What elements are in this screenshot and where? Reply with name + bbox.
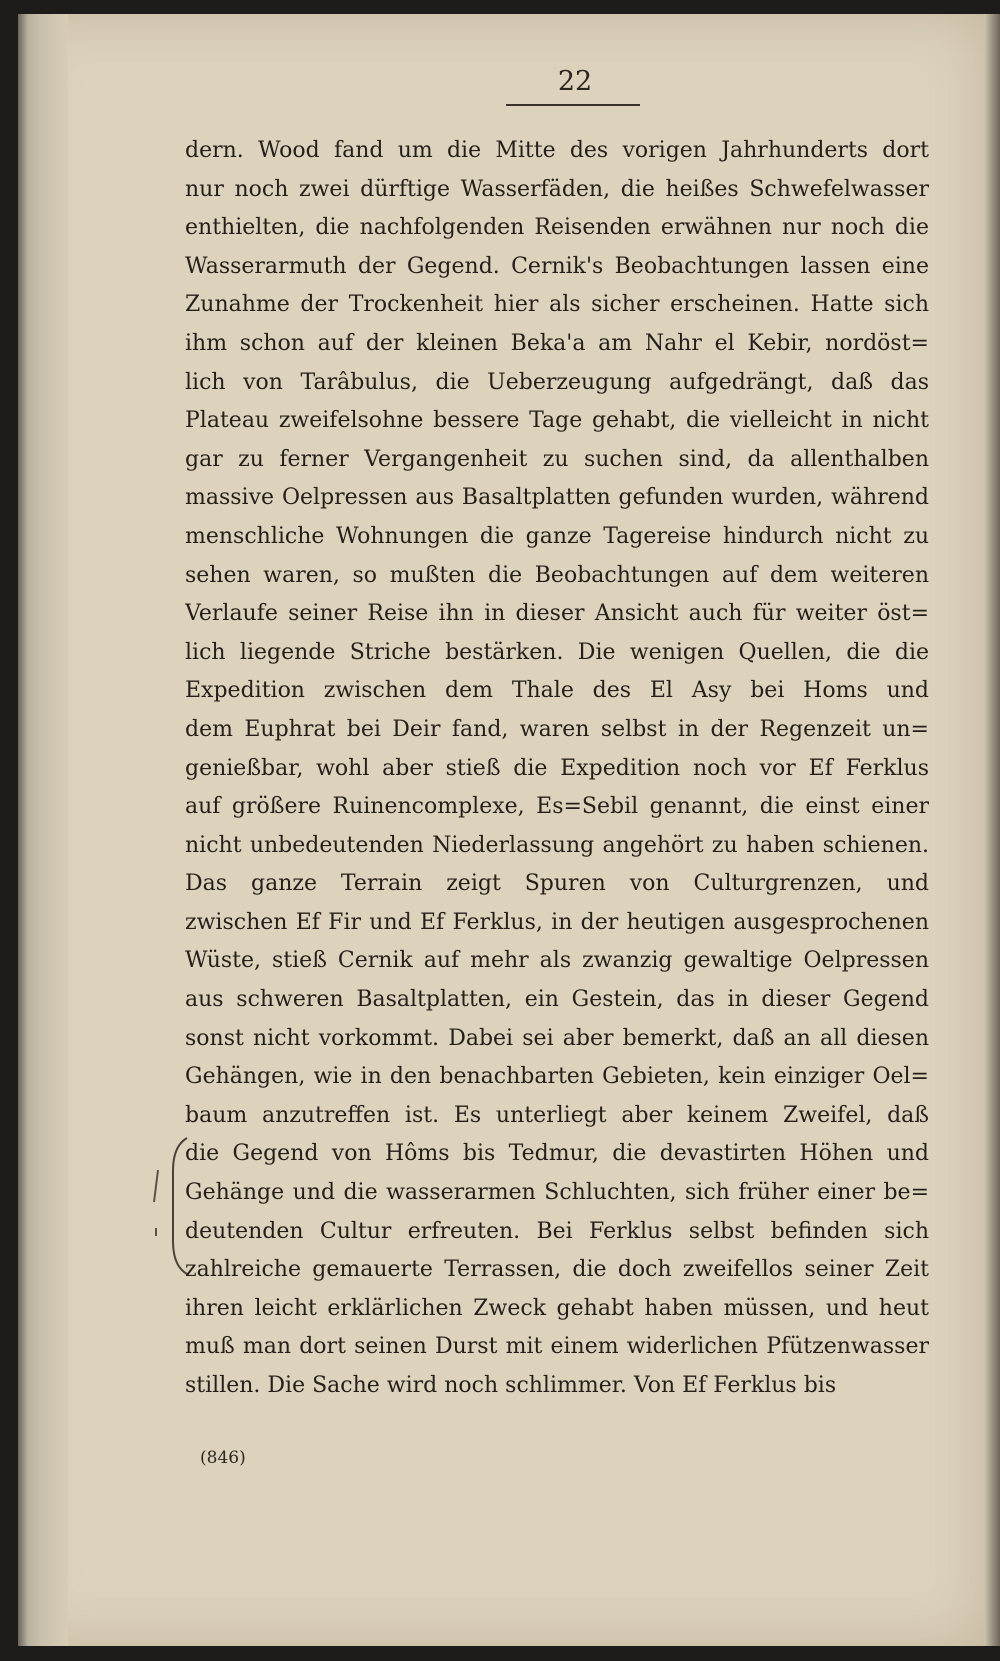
text-line: Wüste, stieß Cernik auf mehr als zwanzig gewaltige Oelpressen <box>185 948 929 974</box>
text-line: sonst nicht vorkommt. Dabei sei aber bemerkt, daß an all diesen <box>185 1025 929 1051</box>
text-line: menschliche Wohnungen die ganze Tagereise hindurch nicht zu <box>185 523 929 549</box>
text-line: Gehängen, wie in den benachbarten Gebieten, kein einziger Oel= <box>185 1064 929 1090</box>
page-number-rule <box>506 104 640 106</box>
text-line: auf größere Ruinencomplexe, Es=Sebil genannt, die einst einer <box>185 794 929 820</box>
binding-gutter <box>18 14 68 1646</box>
text-line: zwischen Ef Fir und Ef Ferklus, in der heutigen ausgesprochenen <box>185 909 929 935</box>
page-number: 22 <box>557 66 593 97</box>
text-line: baum anzutreffen ist. Es unterliegt aber keinem Zweifel, daß <box>185 1102 929 1128</box>
text-line: nur noch zwei dürftige Wasserfäden, die heißes Schwefelwasser <box>185 176 929 202</box>
page-edge <box>984 14 1000 1646</box>
text-line: Gehänge und die wasserarmen Schluchten, sich früher einer be= <box>185 1180 929 1206</box>
text-line: stillen. Die Sache wird noch schlimmer. Von Ef Ferklus bis <box>185 1373 837 1398</box>
text-line: gar zu ferner Vergangenheit zu suchen sind, da allenthalben <box>185 446 929 472</box>
text-line: muß man dort seinen Durst mit einem widerlichen Pfützenwasser <box>185 1334 929 1360</box>
text-line: lich liegende Striche bestärken. Die wenigen Quellen, die die <box>185 639 929 665</box>
text-line: enthielten, die nachfolgenden Reisenden erwähnen nur noch die <box>185 215 929 241</box>
text-line: Plateau zweifelsohne bessere Tage gehabt, die vielleicht in nicht <box>185 408 929 434</box>
text-line: massive Oelpressen aus Basaltplatten gefunden wurden, während <box>185 485 929 511</box>
margin-bracket-icon <box>165 1136 195 1276</box>
text-line: lich von Tarâbulus, die Ueberzeugung aufgedrängt, daß das <box>185 369 929 395</box>
printer-signature: (846) <box>200 1448 246 1468</box>
text-line: Expedition zwischen dem Thale des El Asy bei Homs und <box>185 678 929 704</box>
text-line: Wasserarmuth der Gegend. Cernik's Beobachtungen lassen eine <box>185 253 929 279</box>
body-text <box>185 132 929 1406</box>
text-line: aus schweren Basaltplatten, ein Gestein, das in dieser Gegend <box>185 987 929 1013</box>
text-line: Verlaufe seiner Reise ihn in dieser Ansicht auch für weiter öst= <box>185 601 929 627</box>
text-line: nicht unbedeutenden Niederlassung angehört zu haben schienen. <box>185 832 929 858</box>
text-line: sehen waren, so mußten die Beobachtungen auf dem weiteren <box>185 562 929 588</box>
text-line: genießbar, wohl aber stieß die Expedition noch vor Ef Ferklus <box>185 755 929 781</box>
text-line: ihm schon auf der kleinen Beka'a am Nahr el Kebir, nordöst= <box>185 330 929 356</box>
text-line: deutenden Cultur erfreuten. Bei Ferklus selbst befinden sich <box>185 1218 929 1244</box>
text-line: Das ganze Terrain zeigt Spuren von Culturgrenzen, und <box>185 871 929 897</box>
text-line: dem Euphrat bei Deir fand, waren selbst in der Regenzeit un= <box>185 716 929 742</box>
text-line: Zunahme der Trockenheit hier als sicher erscheinen. Hatte sich <box>185 292 929 318</box>
text-line: dern. Wood fand um die Mitte des vorigen Jahrhunderts dort <box>185 138 929 163</box>
text-line: ihren leicht erklärlichen Zweck gehabt haben müssen, und heut <box>185 1295 929 1321</box>
text-line: zahlreiche gemauerte Terrassen, die doch zweifellos seiner Zeit <box>185 1257 929 1283</box>
text-line: die Gegend von Hôms bis Tedmur, die devastirten Höhen und <box>185 1141 929 1167</box>
